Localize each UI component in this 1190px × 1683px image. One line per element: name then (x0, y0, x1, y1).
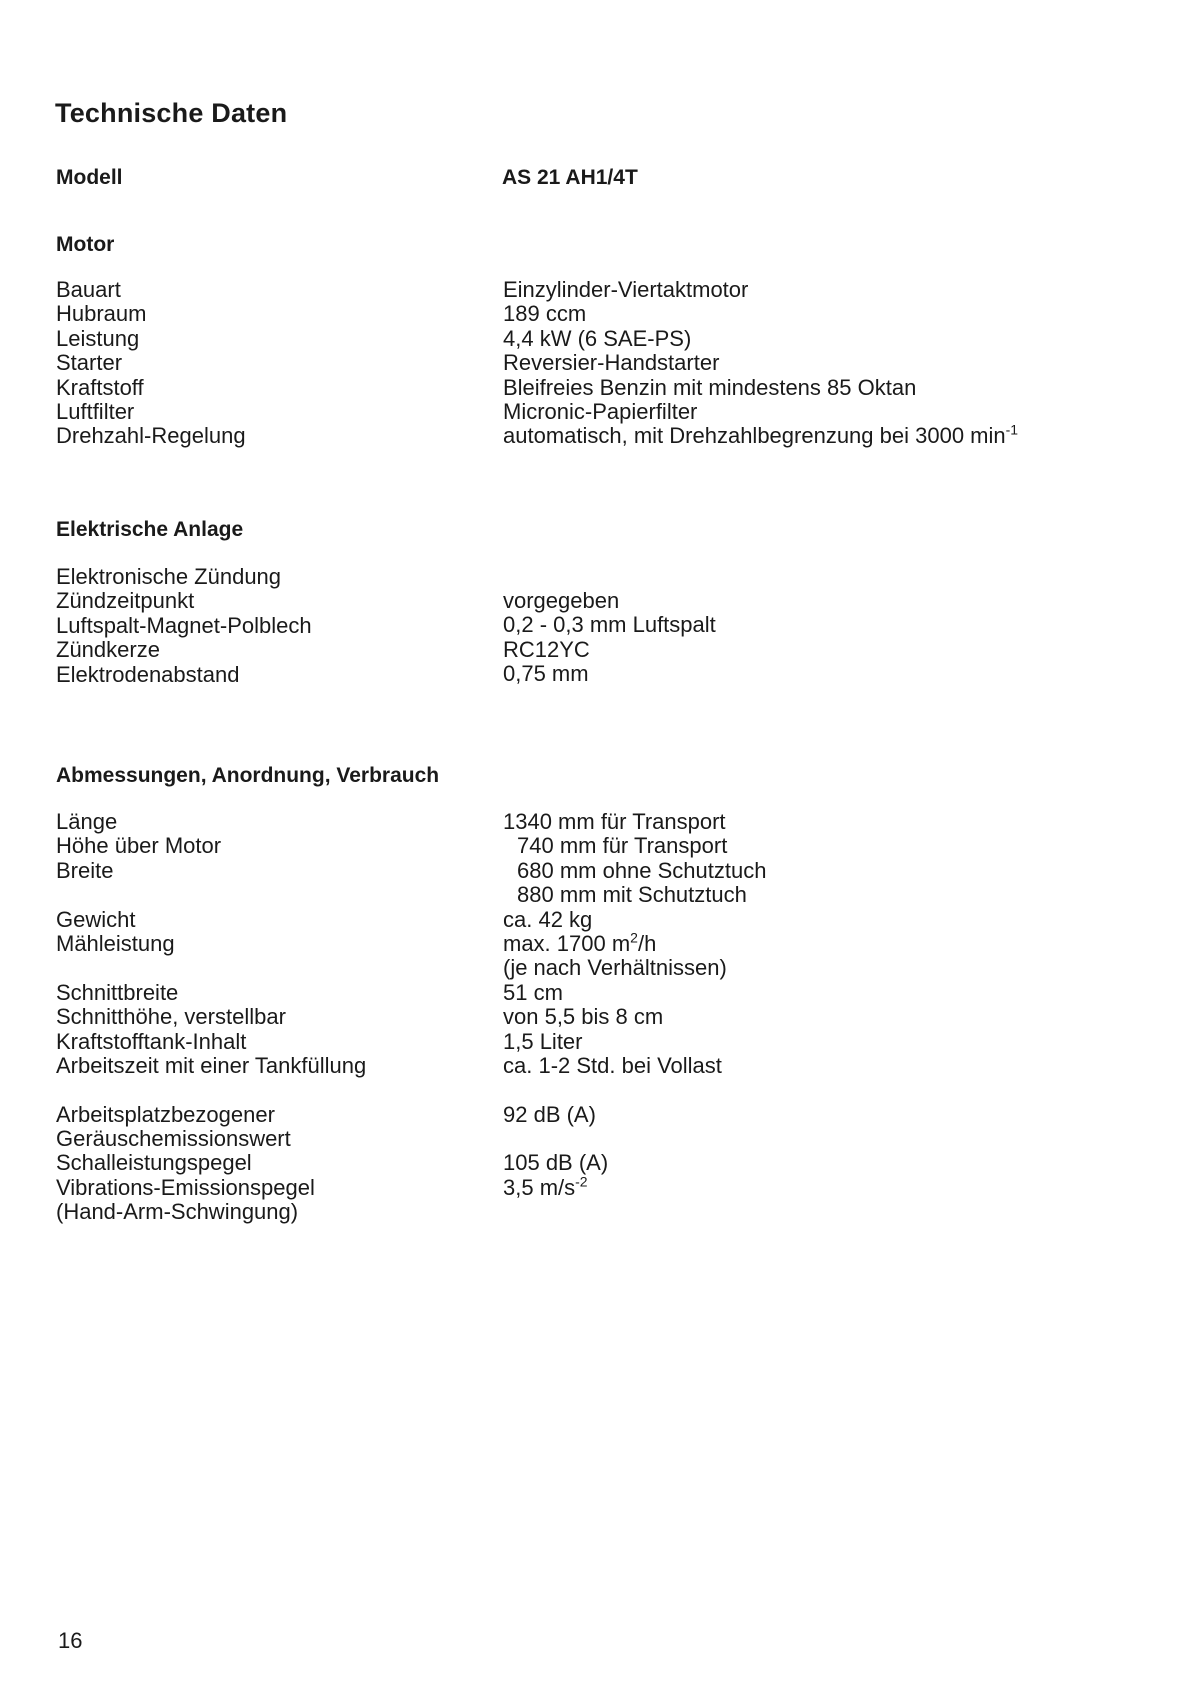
electrical-value: 0,75 mm (503, 661, 589, 687)
electrical-value: 0,2 - 0,3 mm Luftspalt (503, 612, 716, 638)
electrical-label: Zündkerze (56, 637, 160, 663)
dimension-value: 92 dB (A) (503, 1101, 596, 1127)
dimension-value: 51 cm (503, 979, 563, 1005)
accel-text: 3,5 m/s (503, 1174, 576, 1200)
electrical-values (503, 589, 716, 687)
area-text: max. 1700 m (503, 930, 631, 956)
dimension-value-accel (503, 1173, 766, 1200)
dimension-label: Höhe über Motor (56, 833, 222, 859)
page-title: Technische Daten (55, 98, 288, 128)
dimension-label: Arbeitsplatzbezogener (56, 1101, 275, 1127)
electrical-value: vorgegeben (503, 588, 620, 613)
motor-label: Luftfilter (56, 398, 135, 424)
dimension-label: Schnitthöhe, verstellbar (56, 1004, 286, 1030)
dimensions-heading: Abmessungen, Anordnung, Verbrauch (56, 764, 440, 787)
dimension-label: Geräuschemissionswert (56, 1126, 291, 1152)
motor-values (503, 278, 1018, 449)
motor-value: 189 ccm (503, 301, 587, 327)
motor-label: Leistung (56, 325, 140, 351)
page-number: 16 (58, 1628, 83, 1653)
dimension-label: Vibrations-Emissionspegel (56, 1174, 315, 1200)
dimension-label: Länge (56, 809, 118, 834)
electrical-label: Luftspalt-Magnet-Polblech (56, 612, 312, 638)
motor-label: Bauart (56, 277, 121, 302)
dimension-value: ca. 1-2 Std. bei Vollast (503, 1052, 722, 1078)
motor-value-rpm (503, 424, 1018, 448)
motor-label: Hubraum (56, 301, 147, 327)
dimension-value: von 5,5 bis 8 cm (503, 1004, 664, 1030)
dimension-label: (Hand-Arm-Schwingung) (56, 1199, 299, 1225)
dimension-label: Arbeitszeit mit einer Tankfüllung (56, 1052, 367, 1078)
electrical-label: Elektronische Zündung (56, 564, 282, 589)
dimension-value: 1340 mm für Transport (503, 809, 726, 834)
dimension-value: 680 mm ohne Schutztuch (517, 857, 767, 883)
motor-value: 4,4 kW (6 SAE-PS) (503, 325, 692, 351)
area-suffix: /h (637, 930, 657, 956)
dimensions-values (503, 810, 766, 1200)
model-label: Modell (56, 166, 123, 189)
area-exponent: 2 (630, 929, 638, 946)
dimension-label: Schnittbreite (56, 979, 179, 1005)
dimension-value: ca. 42 kg (503, 906, 593, 932)
dimensions-labels (56, 810, 366, 1225)
dimension-label: Schalleistungspegel (56, 1150, 252, 1176)
motor-label: Drehzahl-Regelung (56, 423, 246, 449)
electrical-label: Zündzeitpunkt (56, 588, 195, 614)
motor-value: Einzylinder-Viertaktmotor (503, 277, 749, 302)
electrical-heading: Elektrische Anlage (56, 518, 244, 541)
motor-label: Kraftstoff (56, 374, 144, 400)
dimension-value-area (503, 929, 766, 956)
motor-value: Bleifreies Benzin mit mindestens 85 Oktan (503, 374, 917, 400)
dimension-label: Mähleistung (56, 930, 175, 956)
motor-label: Starter (56, 350, 123, 376)
electrical-labels (56, 565, 312, 687)
motor-heading: Motor (56, 233, 115, 256)
dimension-label: Gewicht (56, 906, 136, 932)
dimension-value: 105 dB (A) (503, 1150, 609, 1176)
rpm-exponent: -1 (1005, 422, 1019, 439)
dimension-value: (je nach Verhältnissen) (503, 955, 727, 981)
electrical-value: RC12YC (503, 636, 590, 662)
electrical-label: Elektrodenabstand (56, 661, 240, 687)
dimension-value: 740 mm für Transport (517, 833, 728, 859)
motor-value: Reversier-Handstarter (503, 350, 720, 376)
accel-exponent: -2 (575, 1173, 588, 1190)
motor-labels (56, 278, 246, 449)
dimension-value: 1,5 Liter (503, 1028, 583, 1054)
dimension-label: Breite (56, 857, 114, 883)
rpm-text: automatisch, mit Drehzahlbegrenzung bei 3000 min (503, 423, 1006, 449)
dimension-value: 880 mm mit Schutztuch (517, 882, 747, 908)
model-value: AS 21 AH1/4T (502, 166, 638, 189)
motor-value: Micronic-Papierfilter (503, 398, 698, 424)
dimension-label: Kraftstofftank-Inhalt (56, 1028, 247, 1054)
